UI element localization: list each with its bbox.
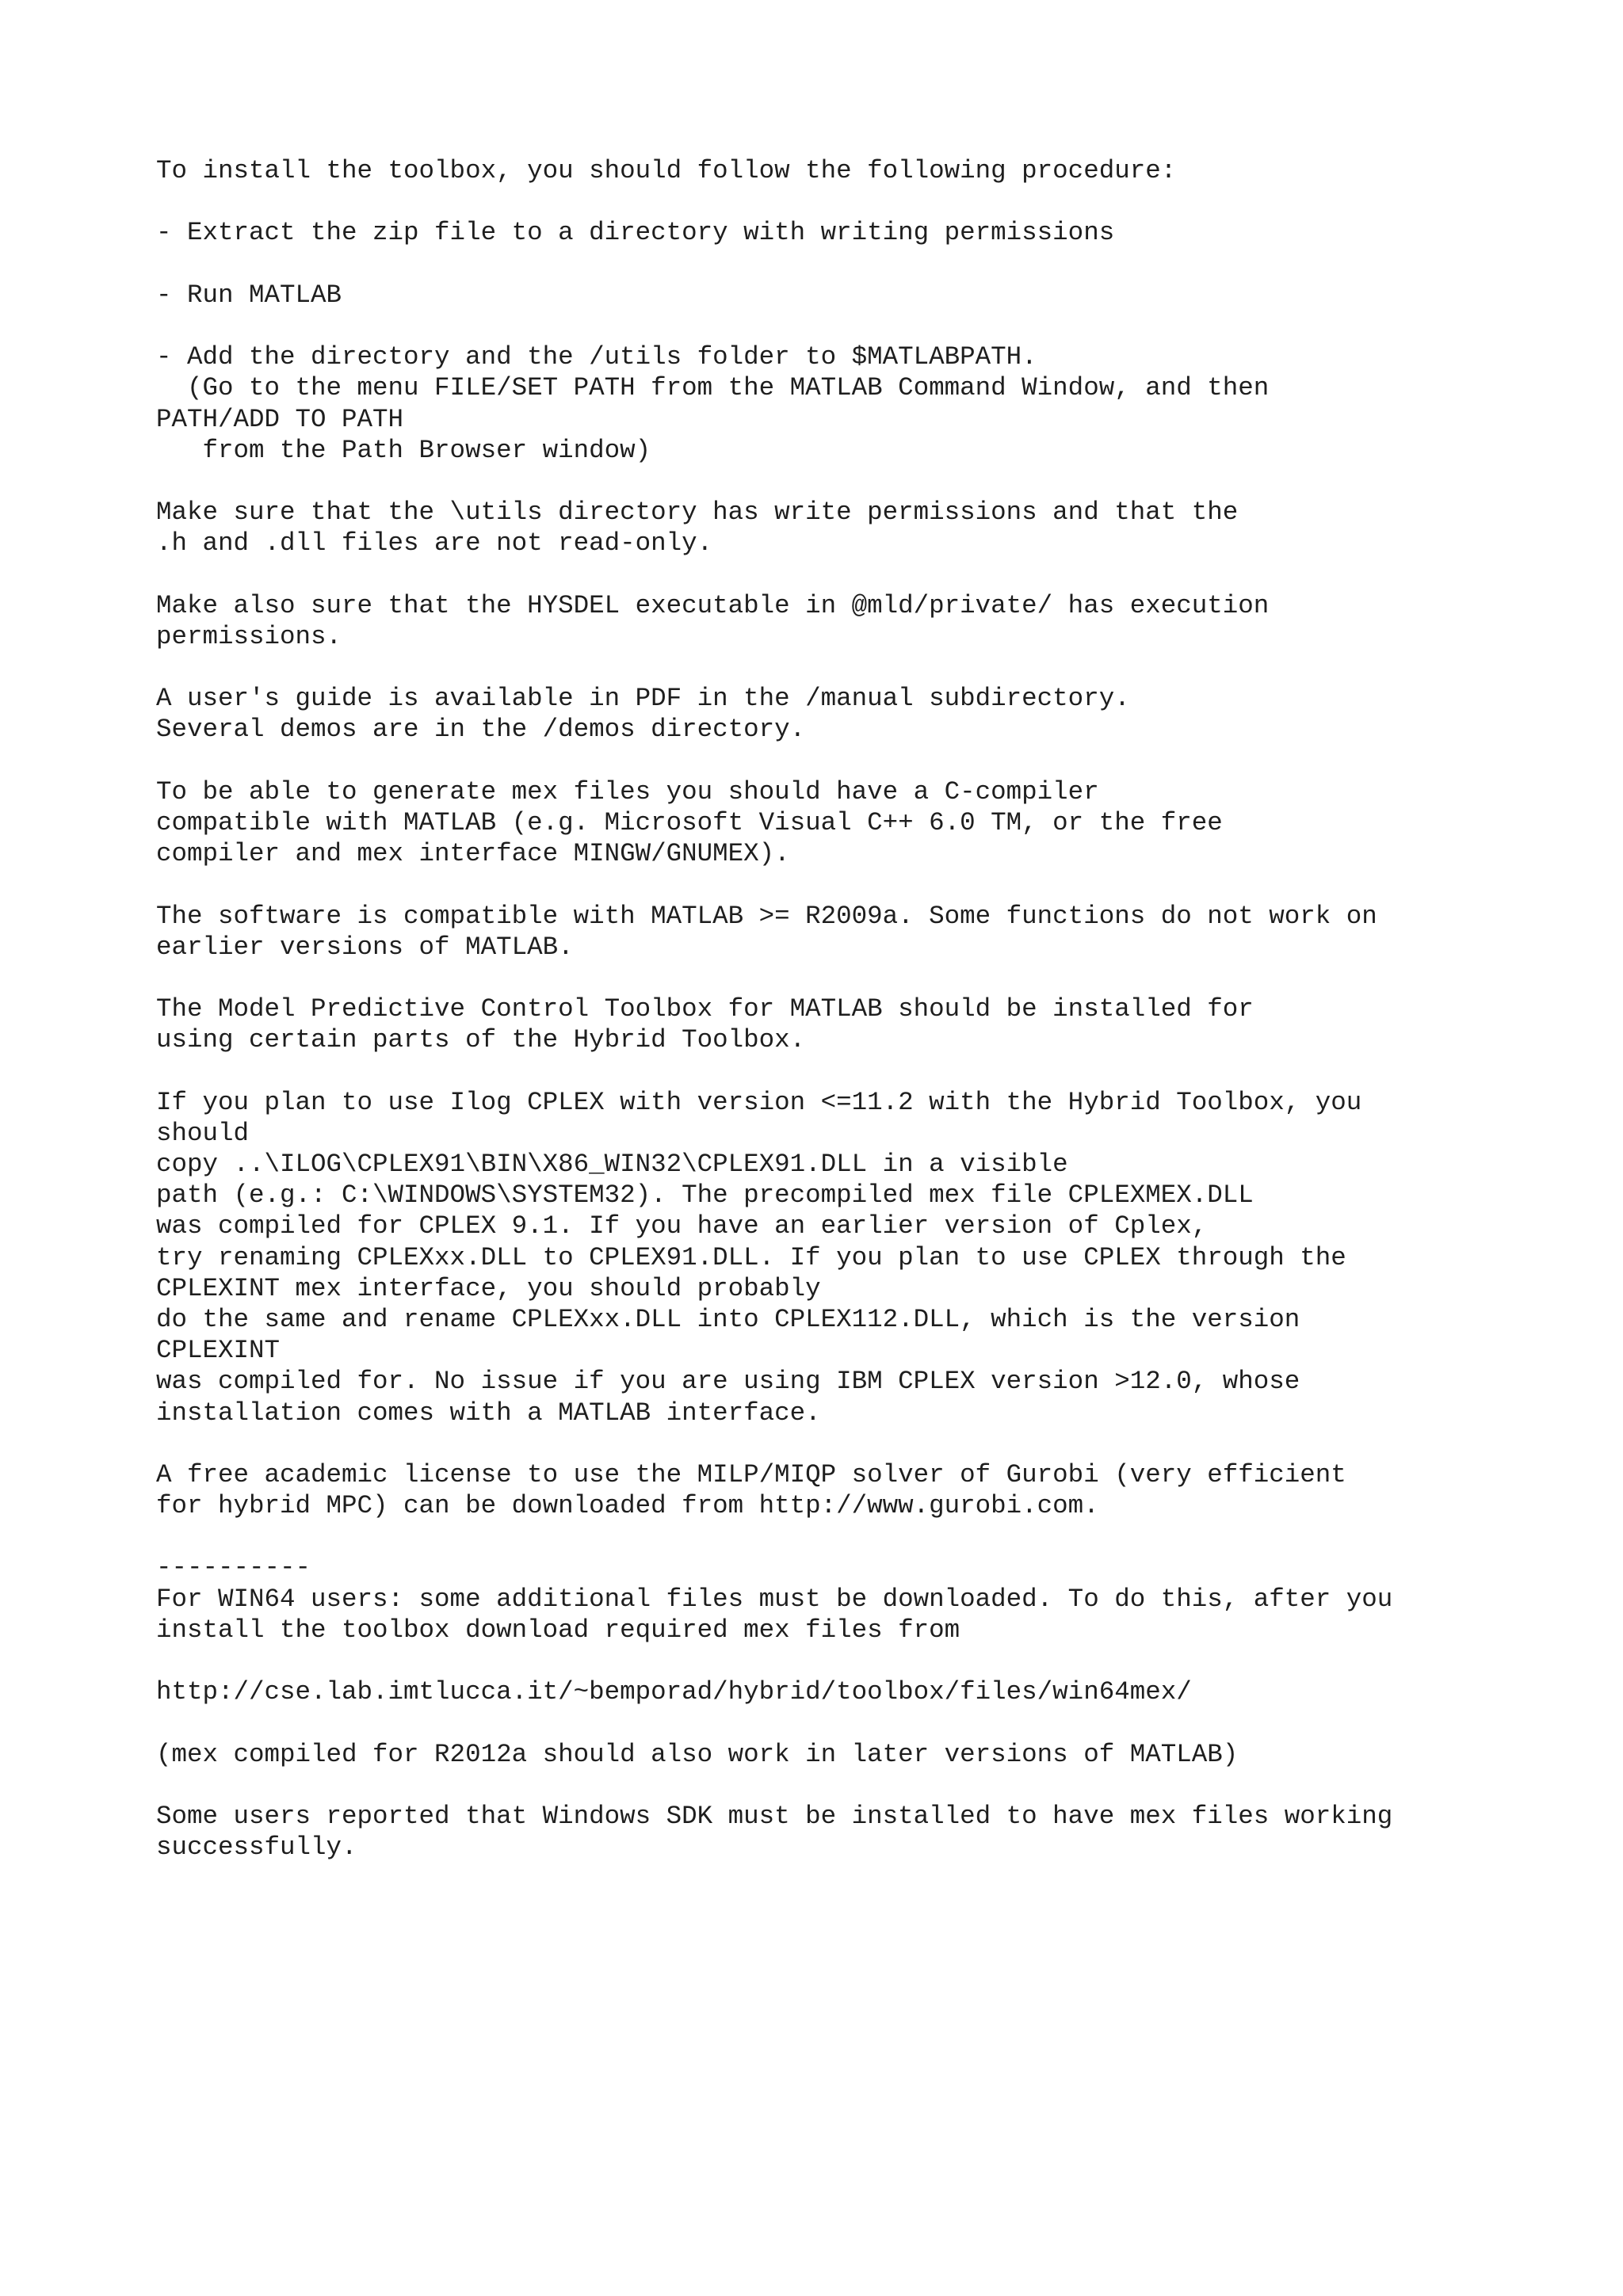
text-line: Several demos are in the /demos directory. xyxy=(156,715,806,745)
text-line: - Run MATLAB xyxy=(156,280,342,310)
text-line: PATH/ADD TO PATH xyxy=(156,404,404,434)
text-line: was compiled for CPLEX 9.1. If you have an earlier version of Cplex, xyxy=(156,1211,1208,1241)
text-line xyxy=(156,249,1503,280)
text-line: .h and .dll files are not read-only. xyxy=(156,528,713,559)
text-line: Make sure that the \utils directory has write permissions and that the xyxy=(156,498,1239,528)
text-line: Make also sure that the HYSDEL executable in @mld/private/ has execution xyxy=(156,590,1270,620)
text-line xyxy=(156,963,1503,994)
text-line: earlier versions of MATLAB. xyxy=(156,932,574,962)
text-line xyxy=(156,1521,1503,1552)
text-line: was compiled for. No issue if you are using IBM CPLEX version >12.0, whose xyxy=(156,1367,1300,1397)
text-line xyxy=(156,466,1503,497)
text-line: To be able to generate mex files you should have a C-compiler xyxy=(156,776,1099,807)
text-line: The Model Predictive Control Toolbox for MATLAB should be installed for xyxy=(156,994,1254,1024)
text-line: do the same and rename CPLEXxx.DLL into CPLEX112.DLL, which is the version xyxy=(156,1304,1300,1334)
text-line xyxy=(156,186,1503,217)
text-line: - Extract the zip file to a directory with writing permissions xyxy=(156,218,1115,248)
text-line: should xyxy=(156,1118,250,1148)
text-line: path (e.g.: C:\WINDOWS\SYSTEM32). The precompiled mex file CPLEXMEX.DLL xyxy=(156,1180,1254,1211)
text-line: compiler and mex interface MINGW/GNUMEX). xyxy=(156,839,790,869)
text-line: (mex compiled for R2012a should also work in later versions of MATLAB) xyxy=(156,1739,1239,1769)
text-line xyxy=(156,869,1503,900)
document-text xyxy=(156,155,1503,1863)
text-line: try renaming CPLEXxx.DLL to CPLEX91.DLL. If you plan to use CPLEX through the xyxy=(156,1242,1346,1272)
text-line: compatible with MATLAB (e.g. Microsoft Visual C++ 6.0 TM, or the free xyxy=(156,807,1223,837)
text-line xyxy=(156,1770,1503,1801)
text-line: To install the toolbox, you should follow the following procedure: xyxy=(156,156,1177,185)
text-line xyxy=(156,311,1503,341)
text-line xyxy=(156,1646,1503,1676)
text-line: A user's guide is available in PDF in the /manual subdirectory. xyxy=(156,684,1130,714)
text-line: A free academic license to use the MILP/MIQP solver of Gurobi (very efficient xyxy=(156,1459,1346,1489)
text-line: (Go to the menu FILE/SET PATH from the MATLAB Command Window, and then xyxy=(156,373,1270,403)
text-line xyxy=(156,1055,1503,1086)
text-line: http://cse.lab.imtlucca.it/~bemporad/hybrid/toolbox/files/win64mex/ xyxy=(156,1677,1192,1707)
text-line xyxy=(156,559,1503,589)
text-line: CPLEXINT mex interface, you should probably xyxy=(156,1273,821,1303)
text-line: - Add the directory and the /utils folder to $MATLABPATH. xyxy=(156,342,1037,372)
text-line xyxy=(156,1428,1503,1459)
text-line: successfully. xyxy=(156,1833,357,1863)
text-line: If you plan to use Ilog CPLEX with version <=11.2 with the Hybrid Toolbox, you xyxy=(156,1087,1362,1117)
text-line: install the toolbox download required mex files from xyxy=(156,1615,960,1645)
text-line: permissions. xyxy=(156,621,342,651)
text-line: using certain parts of the Hybrid Toolbox. xyxy=(156,1025,806,1055)
text-line: The software is compatible with MATLAB >= R2009a. Some functions do not work on xyxy=(156,901,1377,931)
text-line: CPLEXINT xyxy=(156,1336,281,1366)
text-line xyxy=(156,1707,1503,1738)
text-line xyxy=(156,746,1503,776)
text-line xyxy=(156,652,1503,683)
text-line: Some users reported that Windows SDK must be installed to have mex files working xyxy=(156,1801,1393,1831)
text-line: for hybrid MPC) can be downloaded from http://www.gurobi.com. xyxy=(156,1491,1099,1521)
text-line: For WIN64 users: some additional files must be downloaded. To do this, after you xyxy=(156,1584,1393,1614)
text-line: copy ..\ILOG\CPLEX91\BIN\X86_WIN32\CPLEX91.DLL in a visible xyxy=(156,1150,1068,1179)
text-line: from the Path Browser window) xyxy=(156,435,651,465)
text-line: ---------- xyxy=(156,1553,311,1583)
text-line: installation comes with a MATLAB interface. xyxy=(156,1398,821,1428)
